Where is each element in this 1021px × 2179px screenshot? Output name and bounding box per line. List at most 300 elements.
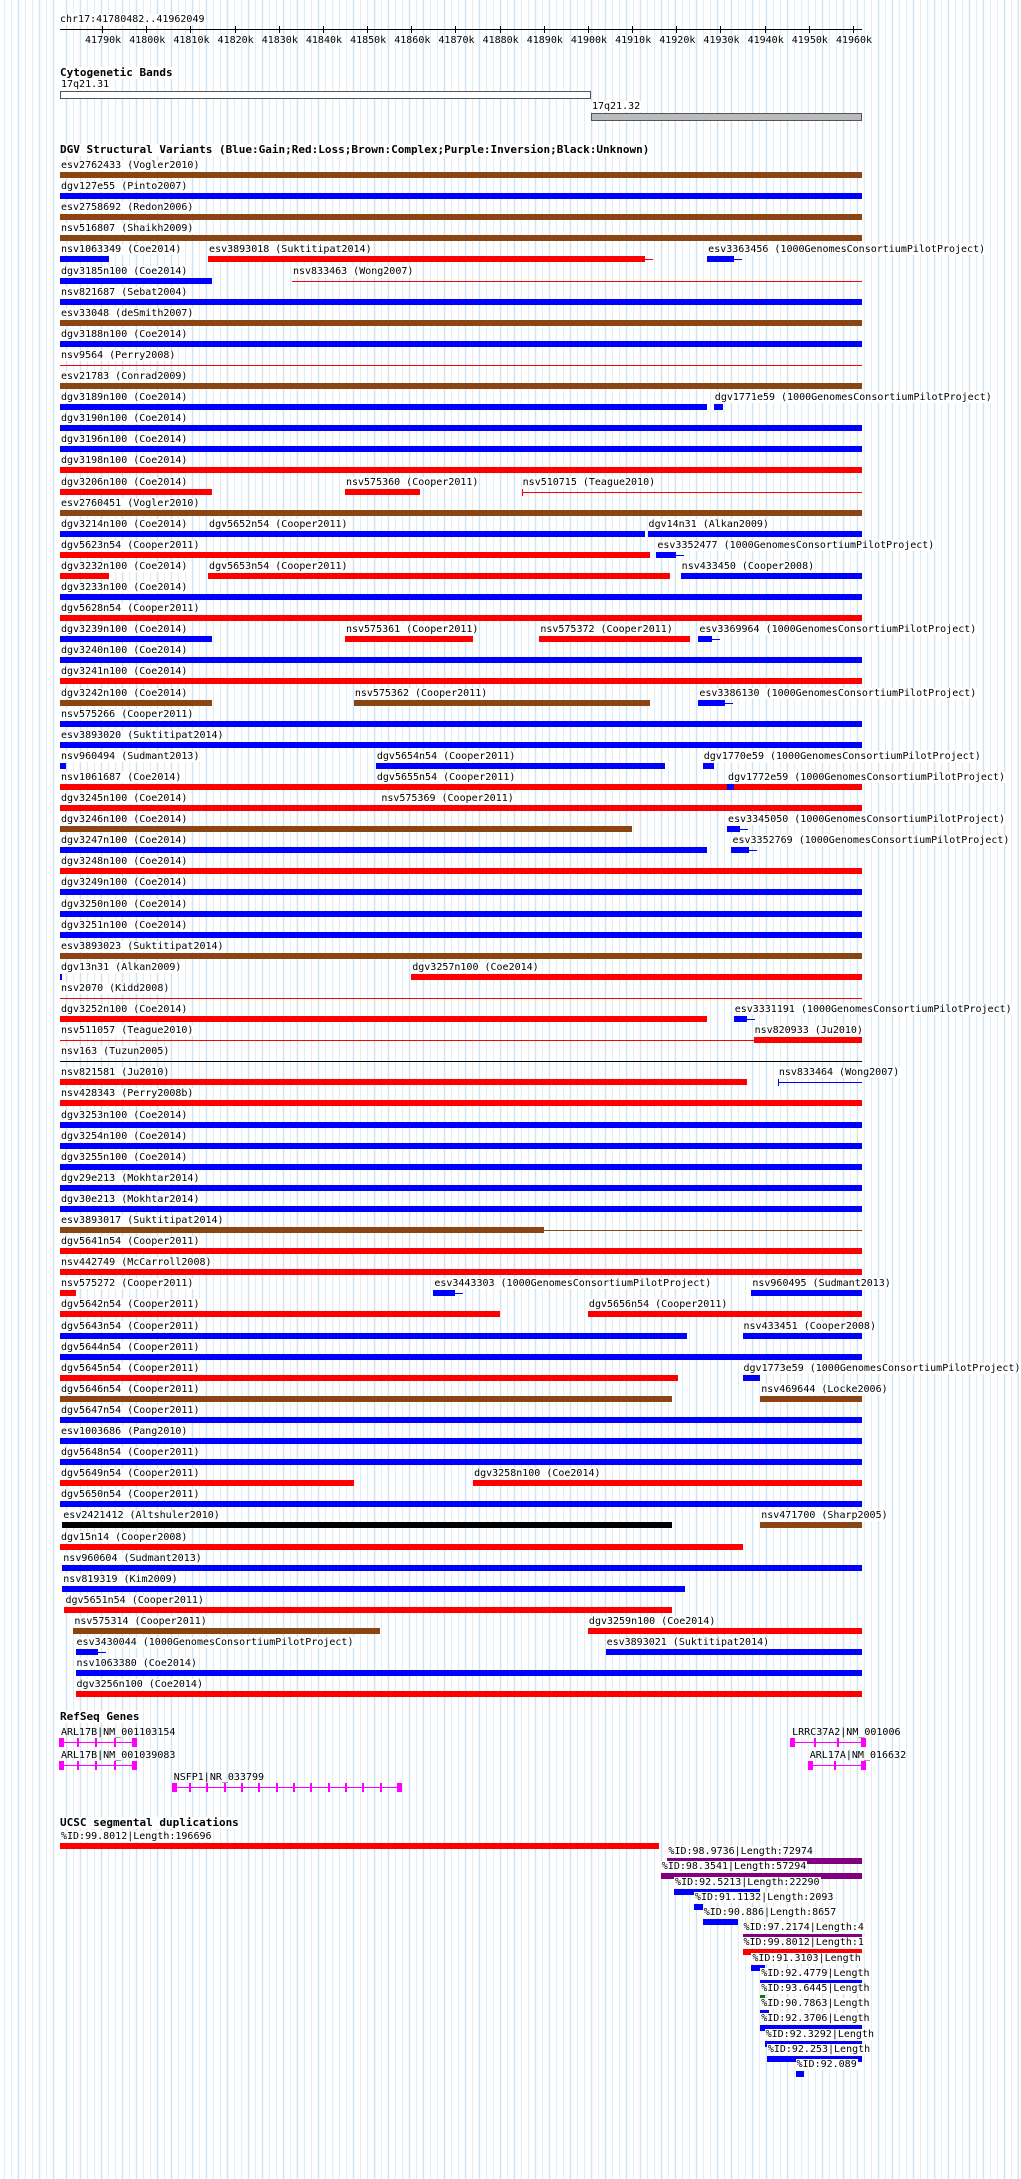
gene-exon[interactable] [258,1783,260,1792]
variant-label: esv33048 (deSmith2007) [61,307,194,319]
variant-label: dgv3255n100 (Coe2014) [61,1151,188,1163]
variant-bar[interactable] [208,256,645,262]
variant-bar[interactable] [60,868,862,874]
segdup-label: %ID:93.6445|Length [761,1983,870,1994]
gene-exon[interactable] [837,1738,839,1747]
variant-bar[interactable] [60,1501,862,1507]
segdup-label: %ID:98.9736|Length:72974 [668,1846,813,1858]
variant-label: nsv471700 (Sharp2005) [761,1510,888,1522]
variant-label: dgv5644n54 (Cooper2011) [61,1341,200,1353]
variant-label: esv3352477 (1000GenomesConsortiumPilotProject) [657,539,935,551]
variant-label: dgv5651n54 (Cooper2011) [65,1594,204,1606]
position-label: chr17:41780482..41962049 [60,14,205,25]
gene-label: ARL17B|NM_001039083 [61,1750,176,1761]
variant-label: esv3430044 (1000GenomesConsortiumPilotProject) [76,1637,354,1648]
variant-label: nsv1063349 (Coe2014) [61,244,182,256]
gene-exon[interactable] [345,1783,347,1792]
segdup-label: %ID:99.8012|Length:196696 [61,1831,212,1842]
variant-label: esv2760451 (Vogler2010) [61,497,200,509]
ruler-tick [632,26,633,33]
variant-label: nsv9564 (Perry2008) [61,349,176,361]
variant-bar[interactable] [681,573,862,579]
variant-bar[interactable] [60,278,212,284]
ruler-tick-label: 41940k [747,35,784,46]
gene-exon[interactable] [172,1783,177,1792]
gene-exon[interactable] [241,1783,243,1792]
variant-label: dgv1773e59 (1000GenomesConsortiumPilotProject) [743,1362,1021,1374]
variant-bar[interactable] [60,320,862,326]
variant-label: esv1003686 (Pang2010) [61,1426,188,1437]
variant-bar[interactable] [60,299,862,305]
ruler-tick-label: 41890k [526,35,563,46]
variant-label: dgv3245n100 (Coe2014) [61,793,188,804]
variant-label: dgv3190n100 (Coe2014) [61,413,188,425]
variant-label: esv3352769 (1000GenomesConsortiumPilotProject) [732,835,1010,847]
variant-label: nsv821581 (Ju2010) [61,1067,170,1079]
ruler-tick [411,26,412,33]
variant-label: esv3893017 (Suktitipat2014) [61,1215,224,1226]
variant-label: dgv5647n54 (Cooper2011) [61,1404,200,1416]
segdup-bar[interactable] [796,2071,805,2077]
dgv-track-title: DGV Structural Variants (Blue:Gain;Red:Loss;Brown:Complex;Purple:Inversion;Black:Unknown) [60,143,650,156]
gene-label: NSFP1|NR_033799 [173,1772,265,1783]
variant-label: dgv3185n100 (Coe2014) [61,265,188,277]
variant-bar[interactable] [208,531,645,537]
variant-bar[interactable] [60,1269,862,1275]
ruler-tick [676,26,677,33]
variant-bar[interactable] [60,678,862,684]
ruler-tick-label: 41960k [835,35,873,46]
variant-label: dgv3258n100 (Coe2014) [474,1468,601,1480]
variant-label: nsv575360 (Cooper2011) [345,476,479,488]
variant-bar[interactable] [60,425,862,431]
variant-bar[interactable] [754,1037,862,1043]
variant-bar[interactable] [60,1164,862,1170]
variant-bar[interactable] [76,1670,862,1676]
variant-bar-tick [208,256,209,262]
gene-exon[interactable] [861,1761,866,1770]
variant-bar[interactable] [62,1522,672,1528]
variant-bar[interactable] [60,214,862,220]
variant-bar[interactable] [380,805,862,811]
variant-bar[interactable] [433,1290,455,1296]
gene-exon[interactable] [95,1738,97,1747]
variant-bar[interactable] [60,341,862,347]
cytoband-label: 17q21.32 [592,101,641,112]
variant-bar[interactable] [60,446,862,452]
variant-bar[interactable] [345,636,473,642]
gene-exon[interactable] [362,1783,364,1792]
variant-bar[interactable] [60,700,212,706]
variant-label: nsv442749 (McCarroll2008) [61,1257,212,1269]
variant-label: dgv3250n100 (Coe2014) [61,898,188,910]
variant-bar[interactable] [698,700,725,706]
variant-bar[interactable] [60,763,66,769]
variant-label: esv3386130 (1000GenomesConsortiumPilotProject) [699,687,977,699]
ruler-tick [765,26,766,33]
variant-bar-tail [747,1019,755,1020]
variant-bar[interactable] [60,1396,672,1402]
ruler-tick [809,26,810,33]
variant-bar[interactable] [656,552,676,558]
gene-exon[interactable] [814,1738,816,1747]
variant-bar[interactable] [60,1206,862,1212]
gene-intron-line [791,1742,862,1743]
variant-bar[interactable] [727,826,740,832]
cytobands-track-title: Cytogenetic Bands [60,66,173,79]
ruler-tick-label: 41880k [482,35,519,46]
variant-label: dgv5643n54 (Cooper2011) [61,1320,200,1332]
segdup-label: %ID:90.886|Length:8657 [703,1907,837,1918]
variant-label: nsv575361 (Cooper2011) [345,624,479,636]
gene-exon[interactable] [189,1783,191,1792]
variant-label: dgv3239n100 (Coe2014) [61,624,188,636]
variant-bar-tail [725,703,733,704]
variant-bar[interactable] [707,256,734,262]
ruler-tick [146,26,147,33]
variant-bar[interactable] [60,365,862,366]
variant-label: dgv3248n100 (Coe2014) [61,856,188,868]
variant-bar[interactable] [208,573,670,579]
variant-bar-tail [98,1652,106,1653]
gene-exon[interactable] [77,1738,79,1747]
gene-exon[interactable] [206,1783,208,1792]
variant-bar[interactable] [60,1311,500,1317]
variant-bar[interactable] [60,1544,743,1550]
variant-label: dgv3232n100 (Coe2014) [61,560,188,572]
variant-bar[interactable] [743,1375,761,1381]
variant-label: dgv3256n100 (Coe2014) [76,1679,203,1691]
segdup-label: %ID:98.3541|Length:57294 [661,1861,807,1873]
variant-label: dgv5645n54 (Cooper2011) [61,1362,200,1374]
variant-label: dgv3206n100 (Coe2014) [61,476,188,488]
ruler-tick [190,26,191,33]
segdup-label: %ID:92.089 [796,2059,857,2070]
variant-label: esv21783 (Conrad2009) [61,371,188,382]
ruler-tick-label: 41840k [305,35,343,46]
variant-bar[interactable] [60,636,212,642]
variant-label: dgv5623n54 (Cooper2011) [61,539,200,551]
variant-label: nsv575369 (Cooper2011) [381,793,514,804]
gene-exon[interactable] [834,1761,836,1770]
variant-bar[interactable] [539,636,689,642]
variant-label: esv3369964 (1000GenomesConsortiumPilotProject) [699,624,977,636]
variant-bar[interactable] [60,404,707,410]
variant-bar-tail [676,555,684,556]
variant-bar[interactable] [648,531,862,537]
gene-exon[interactable] [328,1783,330,1792]
cytoband-bar[interactable] [60,91,591,99]
variant-label: nsv820933 (Ju2010) [754,1025,863,1037]
variant-bar[interactable] [60,742,862,748]
variant-label: dgv3254n100 (Coe2014) [61,1130,188,1142]
variant-bar[interactable] [778,1082,862,1083]
variant-bar-tail [740,829,748,830]
variant-bar[interactable] [743,1333,862,1339]
variant-label: dgv5656n54 (Cooper2011) [588,1299,728,1311]
variant-bar[interactable] [60,489,212,495]
variant-bar[interactable] [751,1290,862,1296]
variant-bar[interactable] [60,974,62,980]
variant-bar-tick [778,1079,779,1086]
variant-bar-tail [712,639,720,640]
segdup-label: %ID:90.7863|Length [761,1998,870,2010]
gene-label: LRRC37A2|NM_001006 [792,1727,901,1738]
variant-label: dgv30e213 (Mokhtar2014) [61,1193,200,1205]
ruler-axis [60,29,862,30]
ruler-tick [500,26,501,33]
variant-bar[interactable] [60,998,862,999]
variant-bar[interactable] [60,1227,544,1233]
variant-bar[interactable] [60,383,862,389]
variant-bar[interactable] [64,1607,671,1613]
variant-label: dgv14n31 (Alkan2009) [648,518,769,530]
variant-label: nsv511057 (Teague2010) [61,1025,194,1037]
gene-exon[interactable] [293,1783,295,1792]
variant-bar[interactable] [354,700,650,706]
ruler-tick-label: 41850k [350,35,387,46]
variant-bar[interactable] [60,615,862,621]
variant-label: nsv575372 (Cooper2011) [540,624,673,636]
variant-bar[interactable] [60,1079,747,1085]
variant-label: nsv960604 (Sudmant2013) [63,1552,202,1564]
variant-label: dgv5628n54 (Cooper2011) [61,603,200,615]
variant-label: esv3363456 (1000GenomesConsortiumPilotProject) [708,244,986,256]
variant-label: dgv13n31 (Alkan2009) [61,961,182,973]
segdup-label: %ID:91.1132|Length:2093 [694,1891,834,1903]
variant-bar[interactable] [60,911,862,917]
variant-bar[interactable] [760,1396,862,1402]
gene-exon[interactable] [224,1783,226,1792]
gene-label: ARL17A|NM_016632 [809,1750,907,1761]
variant-bar[interactable] [76,1691,862,1697]
variant-bar[interactable] [60,932,862,938]
segdups-track-title: UCSC segmental duplications [60,1816,239,1829]
variant-bar[interactable] [522,492,862,493]
variant-label: dgv3240n100 (Coe2014) [61,645,188,657]
variant-bar[interactable] [60,889,862,895]
variant-bar[interactable] [411,974,862,980]
variant-bar[interactable] [60,1143,862,1149]
variant-label: nsv2070 (Kidd2008) [61,982,170,994]
gene-exon[interactable] [95,1761,97,1770]
variant-bar[interactable] [60,1459,862,1465]
variant-bar[interactable] [60,953,862,959]
variant-bar[interactable] [60,1354,862,1360]
variant-label: esv2762433 (Vogler2010) [61,160,200,171]
variant-label: esv3893023 (Suktitipat2014) [61,940,224,952]
variant-bar[interactable] [60,721,862,727]
cytoband-label: 17q21.31 [61,79,110,90]
variant-bar[interactable] [76,1649,98,1655]
ruler-tick [323,26,324,33]
ruler-tick-label: 41800k [129,35,166,46]
ruler-tick [235,26,236,33]
refseq-track-title: RefSeq Genes [60,1710,140,1723]
variant-label: dgv5653n54 (Cooper2011) [209,560,348,572]
variant-bar[interactable] [698,636,711,642]
cytoband-bar[interactable] [591,113,862,121]
ruler-tick [455,26,456,33]
variant-label: dgv3257n100 (Coe2014) [412,961,539,973]
ruler-tick [853,26,854,33]
variant-label: nsv833463 (Wong2007) [292,265,414,277]
gene-exon[interactable] [59,1761,64,1770]
variant-label: dgv3188n100 (Coe2014) [61,328,188,340]
segdup-label: %ID:97.2174|Length:4 [743,1922,864,1934]
variant-bar[interactable] [60,594,862,600]
variant-label: dgv5648n54 (Cooper2011) [61,1447,200,1459]
variant-label: dgv127e55 (Pinto2007) [61,181,188,193]
variant-bar[interactable] [731,847,749,853]
variant-bar[interactable] [60,1417,862,1423]
variant-label: dgv5641n54 (Cooper2011) [61,1236,200,1248]
variant-label: nsv821687 (Sebat2004) [61,286,188,298]
variant-label: dgv3247n100 (Coe2014) [61,835,188,847]
variant-bar[interactable] [473,1480,862,1486]
variant-bar-tail [544,1230,862,1231]
variant-bar[interactable] [760,1522,862,1528]
gene-exon[interactable] [310,1783,312,1792]
segdup-bar[interactable] [694,1904,703,1910]
variant-label: esv3331191 (1000GenomesConsortiumPilotProject) [734,1004,1012,1015]
variant-bar[interactable] [734,1016,747,1022]
variant-bar[interactable] [60,1290,76,1296]
variant-bar[interactable] [60,1375,678,1381]
variant-bar[interactable] [714,404,723,410]
gene-exon[interactable] [397,1783,402,1792]
variant-bar[interactable] [376,784,654,790]
variant-bar[interactable] [60,1040,862,1041]
gene-exon[interactable] [380,1783,382,1792]
variant-label: nsv163 (Tuzun2005) [61,1046,170,1058]
variant-bar[interactable] [60,235,862,241]
gene-exon[interactable] [114,1738,116,1747]
variant-label: nsv1063380 (Coe2014) [76,1658,197,1670]
ruler-tick-label: 41910k [615,35,652,46]
variant-label: esv3345050 (1000GenomesConsortiumPilotProject) [728,814,1005,826]
variant-bar[interactable] [60,552,650,558]
gene-exon[interactable] [114,1761,116,1770]
variant-label: nsv575266 (Cooper2011) [61,708,194,720]
variant-label: nsv428343 (Perry2008b) [61,1088,194,1100]
variant-label: nsv469644 (Locke2006) [761,1383,888,1395]
variant-bar[interactable] [703,763,714,769]
variant-bar[interactable] [62,1565,862,1571]
variant-label: nsv516807 (Shaikh2009) [61,223,194,235]
ruler-tick [279,26,280,33]
variant-bar[interactable] [345,489,420,495]
variant-bar[interactable] [60,1185,862,1191]
variant-bar[interactable] [60,1480,354,1486]
variant-bar-tail [455,1293,463,1294]
gene-exon[interactable] [132,1761,137,1770]
segdup-label: %ID:92.253|Length [767,2043,871,2055]
variant-label: nsv510715 (Teague2010) [522,476,656,488]
variant-bar[interactable] [376,763,665,769]
segdup-bar[interactable] [60,1843,659,1849]
variant-label: nsv575362 (Cooper2011) [354,687,488,699]
gene-exon[interactable] [59,1738,64,1747]
variant-label: nsv960494 (Sudmant2013) [61,750,200,762]
variant-bar[interactable] [588,1311,862,1317]
variant-label: dgv3214n100 (Coe2014) [61,518,188,530]
variant-bar[interactable] [60,1333,687,1339]
segdup-bar[interactable] [703,1919,738,1925]
gene-exon[interactable] [808,1761,813,1770]
variant-bar[interactable] [60,256,109,262]
variant-label: esv3893018 (Suktitipat2014) [209,244,372,256]
variant-bar[interactable] [60,1061,862,1062]
variant-bar[interactable] [60,1122,862,1128]
gene-exon[interactable] [77,1761,79,1770]
variant-bar[interactable] [60,657,862,663]
segdup-label: %ID:92.4779|Length [761,1967,870,1979]
variant-bar[interactable] [60,1438,862,1444]
variant-bar[interactable] [727,784,734,790]
variant-label: dgv3198n100 (Coe2014) [61,455,188,467]
variant-label: dgv3233n100 (Coe2014) [61,582,188,593]
gene-exon[interactable] [132,1738,137,1747]
variant-bar[interactable] [588,1628,862,1634]
variant-label: dgv3242n100 (Coe2014) [61,687,188,699]
variant-label: dgv5652n54 (Cooper2011) [209,518,348,530]
variant-bar[interactable] [73,1628,380,1634]
variant-label: esv3893020 (Suktitipat2014) [61,729,224,741]
gene-exon[interactable] [276,1783,278,1792]
variant-bar[interactable] [60,573,109,579]
variant-label: dgv29e213 (Mokhtar2014) [61,1172,200,1184]
variant-bar[interactable] [60,1100,862,1106]
variant-bar-tail [749,850,757,851]
variant-bar[interactable] [60,172,862,178]
variant-bar[interactable] [62,1586,685,1592]
variant-bar-tick [606,1649,607,1655]
variant-label: dgv1772e59 (1000GenomesConsortiumPilotProject) [728,771,1005,783]
ruler-tick [544,26,545,33]
variant-bar[interactable] [60,847,707,853]
variant-label: dgv15n14 (Cooper2008) [61,1531,188,1543]
variant-bar[interactable] [60,467,862,473]
gene-exon[interactable] [790,1738,795,1747]
variant-bar[interactable] [60,193,862,199]
variant-bar[interactable] [606,1649,862,1655]
variant-label: dgv3246n100 (Coe2014) [61,814,188,826]
variant-label: dgv5654n54 (Cooper2011) [376,750,516,762]
variant-label: dgv5655n54 (Cooper2011) [376,771,516,783]
variant-label: nsv819319 (Kim2009) [63,1573,178,1585]
segdup-label: %ID:91.3103|Length [752,1952,861,1964]
variant-label: dgv3241n100 (Coe2014) [61,666,188,678]
variant-bar-tail [645,259,653,260]
ruler-tick-label: 41950k [791,35,828,46]
variant-bar[interactable] [292,281,862,282]
variant-label: nsv833464 (Wong2007) [778,1067,900,1079]
variant-bar[interactable] [60,826,632,832]
variant-label: dgv1771e59 (1000GenomesConsortiumPilotProject) [714,392,992,404]
variant-label: dgv5650n54 (Cooper2011) [61,1489,200,1501]
variant-label: dgv3249n100 (Coe2014) [61,877,188,889]
variant-bar[interactable] [60,1248,862,1254]
gene-label: ARL17B|NM_001103154 [61,1727,176,1738]
variant-bar[interactable] [60,510,862,516]
variant-bar[interactable] [60,1016,707,1022]
segdup-label: %ID:92.3706|Length [761,2013,870,2025]
variant-label: dgv3251n100 (Coe2014) [61,919,188,931]
variant-label: dgv5642n54 (Cooper2011) [61,1299,200,1311]
ruler-tick-label: 41900k [570,35,608,46]
gene-exon[interactable] [861,1738,866,1747]
